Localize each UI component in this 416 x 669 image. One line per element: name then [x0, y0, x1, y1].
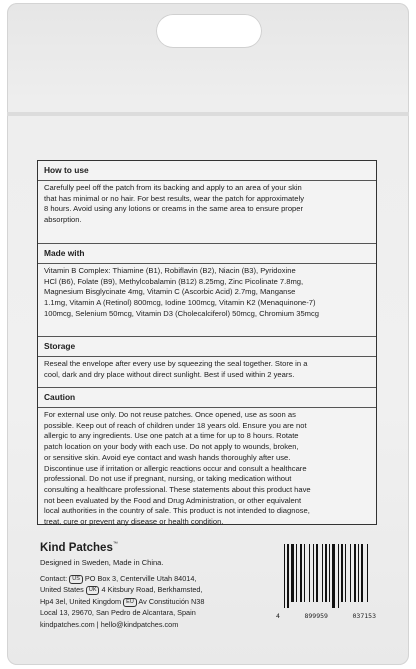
trademark-symbol: ™: [112, 541, 118, 547]
section-title: Caution: [38, 388, 376, 408]
brand-name: [40, 541, 118, 554]
eu-tag: EU: [123, 598, 137, 607]
email-link[interactable]: hello@kindpatches.com: [100, 619, 179, 629]
barcode-bars: [280, 540, 376, 610]
origin-text: Designed in Sweden, Made in China.: [40, 558, 164, 567]
barcode-bar: [316, 544, 318, 602]
website-link[interactable]: kindpatches.com: [40, 619, 95, 629]
hang-hole: [156, 14, 262, 48]
barcode-bar: [345, 544, 346, 602]
barcode: [280, 540, 376, 600]
barcode-bar: [367, 544, 368, 602]
barcode-bar: [313, 544, 314, 602]
barcode-group-1: 899959: [304, 612, 328, 620]
contact-line-uk: [40, 584, 270, 595]
section-title: Storage: [38, 337, 376, 357]
eu-address-1: Av Constitución N38: [138, 596, 205, 606]
section-title: How to use: [38, 161, 376, 181]
section-title: Made with: [38, 244, 376, 264]
barcode-bar: [332, 544, 335, 608]
uk-tag: UK: [86, 586, 100, 595]
barcode-bar: [338, 544, 339, 608]
web-line: [40, 619, 270, 630]
us-tag: US: [69, 575, 83, 584]
contact-label: Contact:: [40, 574, 68, 583]
section-storage: [38, 336, 376, 387]
barcode-group-2: 037153: [352, 612, 376, 620]
barcode-bar: [358, 544, 359, 602]
section-made-with: [38, 243, 376, 336]
brand-text: Kind Patches: [40, 542, 113, 554]
barcode-bar: [322, 544, 323, 602]
section-how-to-use: [38, 161, 376, 243]
us-address-1: PO Box 3, Centerville Utah 84014,: [84, 574, 197, 583]
section-body: Carefully peel off the patch from its backing and apply to an area of your skin that has minimal or no hair. For best results, wear the patch for approximately 8 hours. Avoid using any lotions or creams in the same area to ensure proper absorption.: [44, 183, 304, 225]
section-caution: [38, 387, 376, 528]
eu-address-2: Local 13, 29670, San Pedro de Alcantara, Spain: [40, 608, 196, 618]
barcode-bar: [284, 544, 285, 608]
section-body: Reseal the envelope after every use by squeezing the seal together. Store in a cool, dark and dry place without direct sunlight. Best if used within 2 years.: [44, 359, 308, 379]
contact-block: [40, 573, 270, 630]
reseal-strip: [7, 112, 409, 116]
barcode-bar: [300, 544, 302, 602]
barcode-bar: [291, 544, 294, 602]
info-panel: [37, 160, 377, 525]
barcode-bar: [354, 544, 356, 602]
barcode-bar: [325, 544, 327, 602]
section-body: For external use only. Do not reuse patches. Once opened, use as soon as possible. Keep out of reach of children under 18 years old. Ensure you are not allergic to any ingredients. Use one patch at a time for up to 8 hours. Rotate patch location on your body with each use. Do not apply to wounds, broken, or sensitive skin. Avoid eye contact and wash hands thoroughly after use. Discontinue use if irritation or allergic reactions occur and consult a healthcare professional. Do not use if pregnant, nursing, or taking medication without consulting a healthcare professional. These statements about this product have not been evaluated by the Food and Drug Administration, or other equivalent local authorities in the country of sale. This product is not intended to diagnose, treat, cure or prevent any disease or health condition.: [44, 410, 311, 527]
uk-address-1: 4 Kitsbury Road, Berkhamsted,: [101, 585, 203, 595]
divider: |: [96, 619, 99, 629]
barcode-bar: [304, 544, 305, 602]
barcode-bar: [287, 544, 289, 608]
barcode-bar: [309, 544, 310, 602]
uk-address-2: Hp4 3el, United Kingdom: [40, 596, 122, 606]
barcode-bar: [296, 544, 297, 602]
section-body: Vitamin B Complex: Thiamine (B1), Robiflavin (B2), Niacin (B3), Pyridoxine HCl (B6), Folate (B9), Methylcobalamin (B12) 8.25mg, Zinc Picolinate 7.8mg, Magnesium Bisglycinate 4mg, Vitamin C (Ascorbic Acid) 2.7mg, Manganse 1.1mg, Vitamin A (Retinol) 800mcg, Iodine 100mcg, Vitamin K2 (Menaquinone-7) 100mcg, Selenium 50mcg, Vitamin D3 (Cholecalciferol) 50mcg, Chromium 35mcg: [44, 266, 320, 318]
us-address-2: United States: [40, 585, 84, 595]
barcode-lead: 4: [276, 612, 280, 620]
barcode-digits: [276, 612, 376, 620]
contact-line-eu: [40, 596, 270, 607]
barcode-bar: [341, 544, 343, 602]
barcode-bar: [329, 544, 330, 602]
barcode-bar: [361, 544, 363, 602]
contact-line-us: [40, 573, 270, 584]
barcode-bar: [350, 544, 351, 602]
